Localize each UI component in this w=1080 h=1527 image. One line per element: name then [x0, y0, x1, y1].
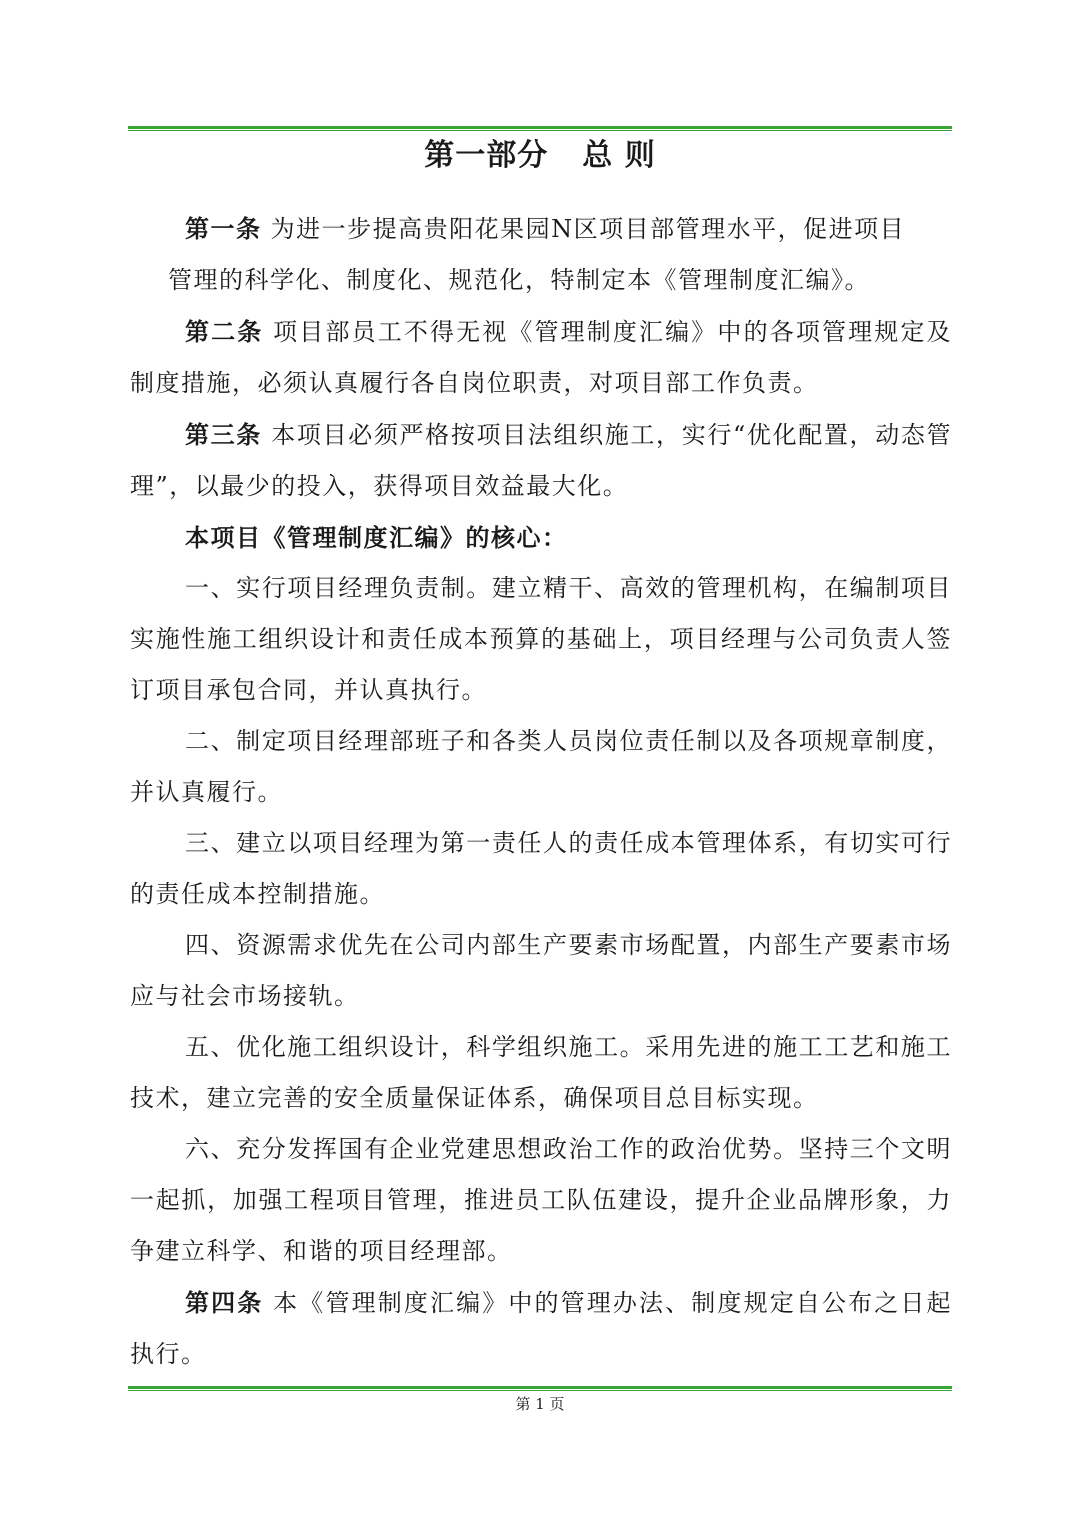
- article-4: [130, 1277, 952, 1380]
- article-2: [130, 306, 952, 409]
- core-item-6: 六、充分发挥国有企业党建思想政治工作的政治优势。坚持三个文明一起抓，加强工程项目管理，推进员工队伍建设，提升企业品牌形象，力争建立科学、和谐的项目经理部。: [130, 1135, 952, 1265]
- article-2-label: 第二条: [185, 317, 264, 346]
- article-1: [130, 203, 952, 306]
- core-item-4: 四、资源需求优先在公司内部生产要素市场配置，内部生产要素市场应与社会市场接轨。: [130, 931, 952, 1010]
- core-item-5: 五、优化施工组织设计，科学组织施工。采用先进的施工工艺和施工技术，建立完善的安全质量保证体系，确保项目总目标实现。: [130, 1033, 952, 1112]
- article-2-text: 项目部员工不得无视《管理制度汇编》中的各项管理规定及制度措施，必须认真履行各自岗位职责，对项目部工作负责。: [130, 318, 952, 397]
- core-item-2: 二、制定项目经理部班子和各类人员岗位责任制以及各项规章制度，并认真履行。: [130, 727, 952, 806]
- article-1-line-2: 管理的科学化、制度化、规范化，特制定本《管理制度汇编》。: [168, 266, 870, 294]
- section-title: 总 则: [582, 138, 656, 173]
- header-rule: [128, 126, 952, 131]
- document-body: [130, 203, 952, 1380]
- article-1-label: 第一条: [185, 214, 262, 243]
- article-4-text: 本《管理制度汇编》中的管理办法、制度规定自公布之日起执行。: [130, 1289, 952, 1368]
- core-heading: 本项目《管理制度汇编》的核心：: [185, 523, 568, 552]
- article-4-label: 第四条: [185, 1288, 264, 1317]
- article-3: [130, 409, 952, 512]
- article-3-text: 本项目必须严格按项目法组织施工，实行“优化配置，动态管理”，以最少的投入，获得项目效益最大化。: [130, 421, 953, 500]
- page-title: [128, 134, 952, 178]
- page-number: 第 1 页: [515, 1395, 565, 1413]
- core-item-1: 一、实行项目经理负责制。建立精干、高效的管理机构，在编制项目实施性施工组织设计和责任成本预算的基础上，项目经理与公司负责人签订项目承包合同，并认真执行。: [130, 574, 952, 704]
- article-3-label: 第三条: [185, 420, 262, 449]
- article-1-line-1: 为进一步提高贵阳花果园N区项目部管理水平，促进项目: [270, 215, 906, 243]
- footer-rule: [128, 1386, 952, 1391]
- core-item-3: 三、建立以项目经理为第一责任人的责任成本管理体系，有切实可行的责任成本控制措施。: [130, 829, 952, 908]
- part-label: 第一部分: [424, 138, 549, 173]
